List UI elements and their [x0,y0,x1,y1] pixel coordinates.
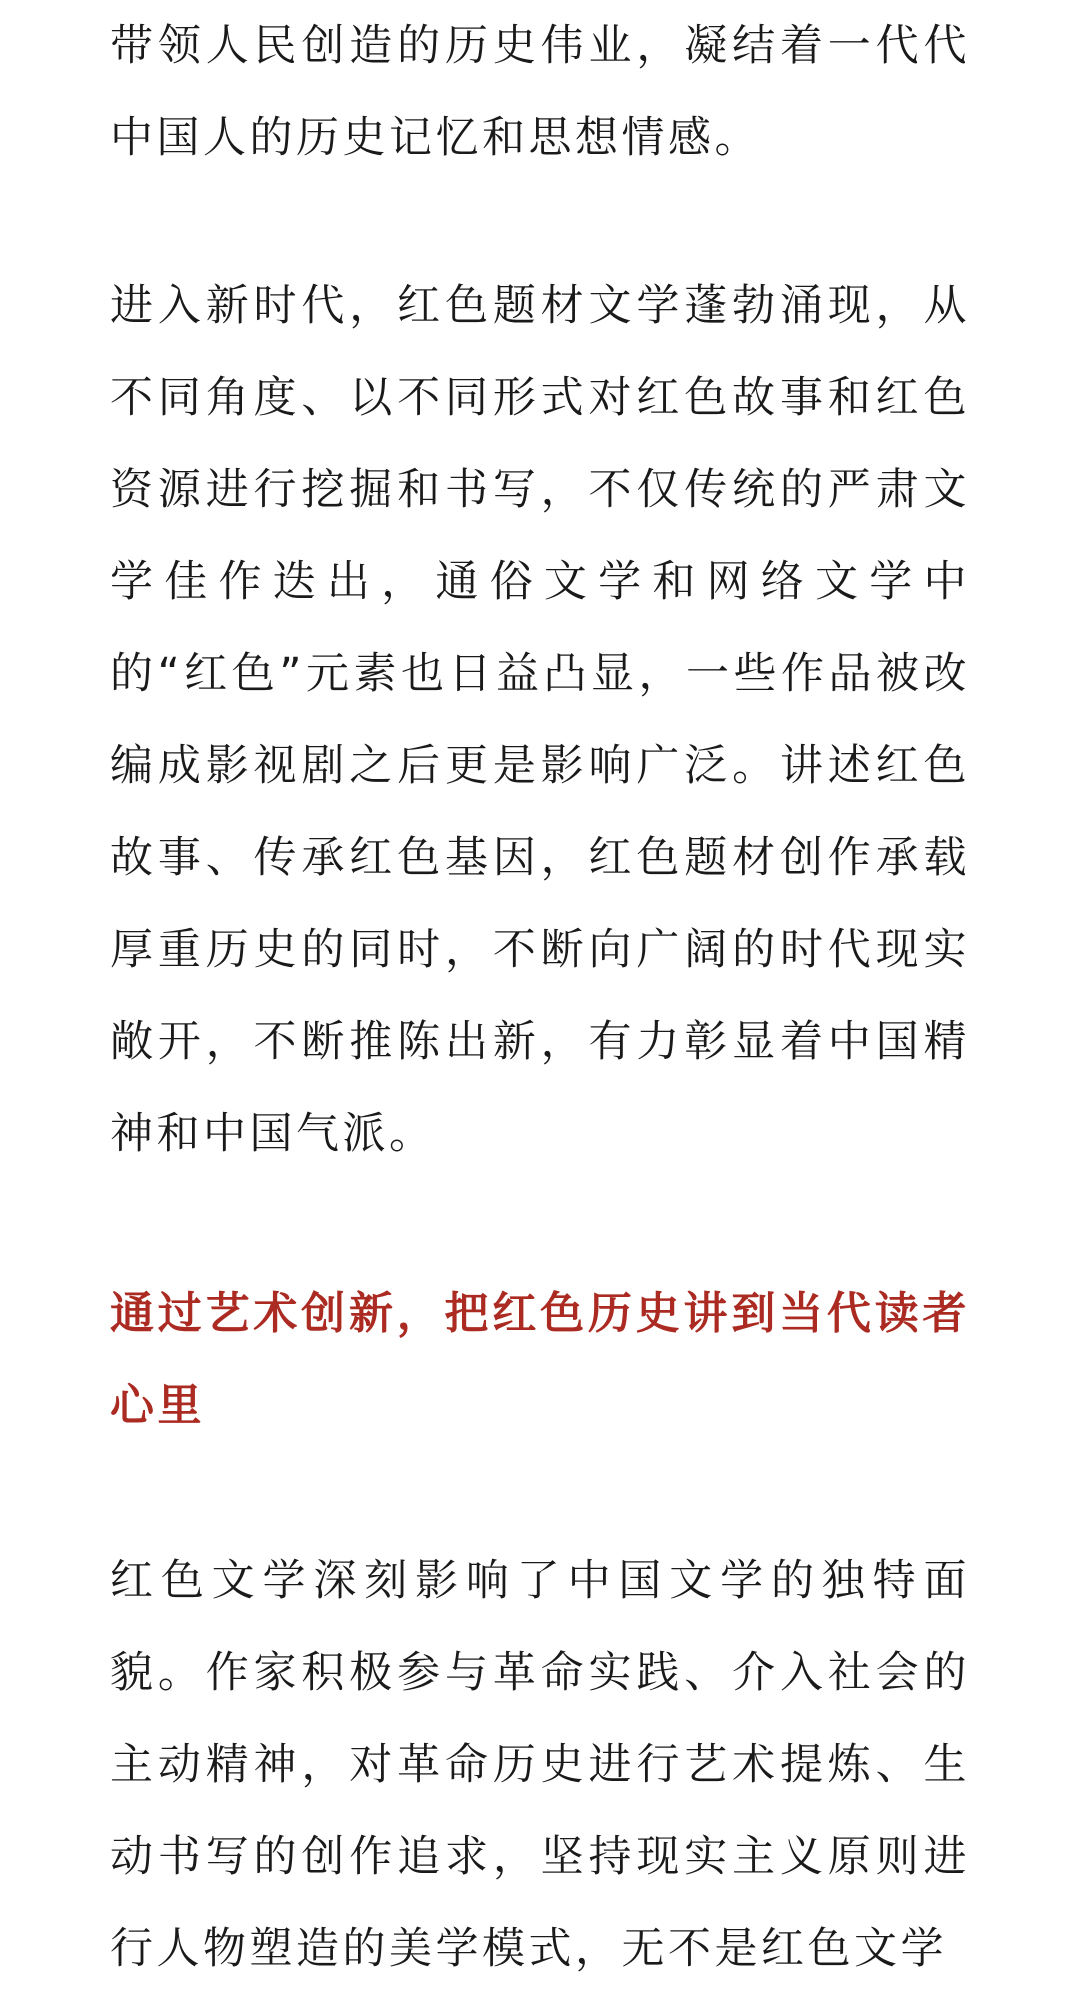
paragraph-1: 带领人民创造的历史伟业，凝结着一代代中国人的历史记忆和思想情感。 [110,21,970,163]
section-heading: 通过艺术创新，把红色历史讲到当代读者心里 [110,1288,970,1431]
paragraph-2: 进入新时代，红色题材文学蓬勃涌现，从不同角度、以不同形式对红色故事和红色资源进行挖掘和书写，不仅传统的严肃文学佳作迭出，通俗文学和网络文学中的“红色”元素也日益凸显，一些作品被改编成影视剧之后更是影响广泛。讲述红色故事、传承红色基因，红色题材创作承载厚重历史的同时，不断向广阔的时代现实敞开，不断推陈出新，有力彰显着中国精神和中国气派。 [110,281,970,1159]
paragraph-3: 红色文学深刻影响了中国文学的独特面貌。作家积极参与革命实践、介入社会的主动精神，对革命历史进行艺术提炼、生动书写的创作追求，坚持现实主义原则进行人物塑造的美学模式，无不是红色文学 [110,1556,970,1974]
